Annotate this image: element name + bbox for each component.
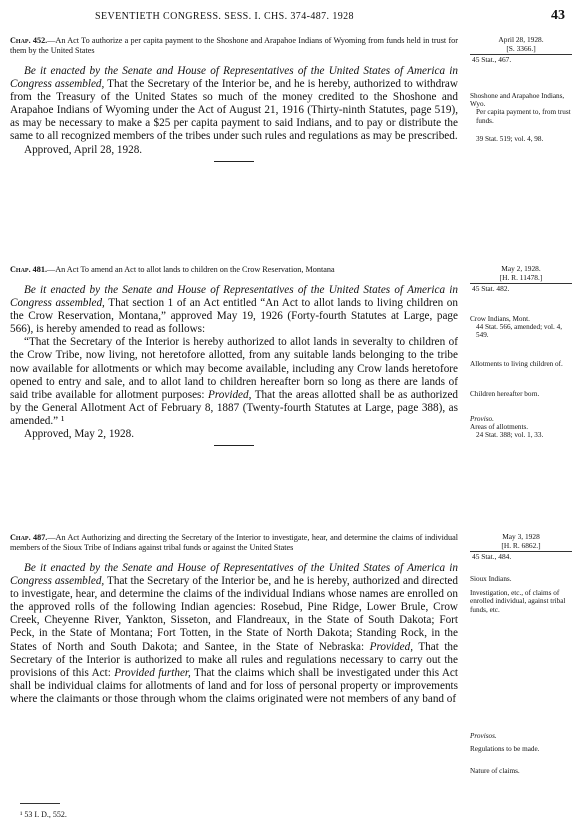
margin-note: Nature of claims. xyxy=(470,767,520,776)
margin-proviso xyxy=(470,732,572,740)
chapter-heading xyxy=(10,533,458,553)
running-header xyxy=(20,8,565,28)
enacting-paragraph xyxy=(10,284,458,336)
margin-note: Per capita payment to, from trust funds. xyxy=(476,108,571,125)
chapter-label: Chap. 487. xyxy=(10,533,48,542)
margin-note: Shoshone and Arapahoe Indians, Wyo. xyxy=(470,91,565,108)
header-title: SEVENTIETH CONGRESS. SESS. I. CHS. 374-487. 1928 xyxy=(95,11,354,22)
enacting-paragraph xyxy=(10,562,458,706)
margin-note: Regulations to be made. xyxy=(470,744,540,753)
body-text: That section 1 of an Act entitled “An Act to allot lands to living children on the Crow Reservation, Montana,” approved May 19, 1926 (Forty-fourth Statutes at Large, page 566), is hereby amended to read as follows: xyxy=(10,297,458,336)
chapter-heading xyxy=(10,265,458,275)
margin-notes-481 xyxy=(470,265,572,440)
enacting-clause: Be it enacted by the Senate and House of Representatives of the United States of America in Congress assembled, xyxy=(10,284,458,310)
chapter-481 xyxy=(10,265,458,446)
footnote-divider xyxy=(20,803,60,804)
margin-note: Investigation, etc., of claims of enrolled individual, against tribal funds, etc. xyxy=(470,589,566,614)
enacting-clause: Be it enacted by the Senate and House of Representatives of the United States of America in Congress assembled, xyxy=(10,65,458,91)
chapter-487 xyxy=(10,533,458,706)
page-number: 43 xyxy=(551,8,565,23)
chapter-title: —An Act To amend an Act to allot lands to children on the Crow Reservation, Montana xyxy=(47,265,335,274)
proviso-word-further: Provided further, xyxy=(114,666,191,679)
margin-statute: 45 Stat., 484. xyxy=(470,551,572,561)
body-text-final: That the claims which shall be investigated under this Act shall be individual claims for allotments of land and for loss of personal property or improvements where the claimants or those through whom the claims originated were not members of any band of xyxy=(10,666,458,705)
chapter-label: Chap. 452. xyxy=(10,36,48,45)
enacting-clause: Be it enacted by the Senate and House of Representatives of the United States of America in Congress assembled, xyxy=(10,562,458,588)
margin-bill: [S. 3366.] xyxy=(506,43,536,53)
margin-proviso xyxy=(470,415,572,423)
margin-bill: [H. R. 11478.] xyxy=(499,272,543,282)
proviso-word: Provided, xyxy=(369,640,413,653)
body-text: That the Secretary of the Interior be, and he is hereby, authorized and directed to investigate, hear, and determine the claims of the individual Indians whose names are enrolled on the approved rolls of the following Indian agencies: Rosebud, Pine Ridge, Lower Brule, Crow Creek, Cheyenne River, Yankton, Sisseton, and Flandreaux, in the State of South Dakota; Fort Peck, in the State of Montana; Fort Totten, in the State of North Dakota; Standing Rock, in the States of North and South Dakota; and Santee, in the State of Nebraska: xyxy=(10,575,458,653)
margin-proviso-text: Proviso. xyxy=(470,414,494,423)
approved-line: Approved, May 2, 1928. xyxy=(24,428,134,441)
margin-citation: 24 Stat. 388; vol. 1, 33. xyxy=(476,431,544,440)
margin-notes-452 xyxy=(470,36,572,144)
chapter-heading xyxy=(10,36,458,56)
margin-citation: 44 Stat. 566, amended; vol. 4, 549. xyxy=(476,323,563,340)
body-text-continued: That the Secretary of the Interior is authorized to make all rules and regulations necessary to carry out the provisions of this Act: xyxy=(10,640,458,679)
section-divider xyxy=(214,161,254,162)
footnote: ¹ 53 I. D., 552. xyxy=(20,810,67,819)
margin-note: Areas of allotments. xyxy=(470,423,529,432)
proviso-word: Provided, xyxy=(208,388,252,401)
body-text: That the Secretary of the Interior be, and he is hereby, authorized to withdraw from the Treasury of the United States so much of the money credited to the Shoshone and Arapahoe Indians of Wyoming under the Act of August 21, 1916 (Thirty-ninth Statutes, page 519), as may be necessary to make a $25 per capita payment to said Indians, and to pay or distribute the same to all recognized members of the tribes under such rules and regulations as may be prescribed. xyxy=(10,78,458,143)
chapter-title: —An Act Authorizing and directing the Secretary of the Interior to investigate, hear, and determine the claims of individual members of the Sioux Tribe of Indians against tribal funds or against the United States xyxy=(10,533,459,552)
margin-date: May 3, 1928 xyxy=(502,532,540,541)
quoted-amendment xyxy=(10,336,458,428)
chapter-title: —An Act To authorize a per capita payment to the Shoshone and Arapahoe Indians of Wyoming from funds held in trust for them by the United States xyxy=(10,36,458,55)
quote-text: “That the Secretary of the Interior is hereby authorized to allot lands in severalty to children of the Crow Tribe, now living, not heretofore allotted, from any suitable lands belonging to the tribe now available for allotments or which may become available, including any Crow lands heretofore opened to entry and sale, and to allot land to children hereafter born so long as there are lands of said tribe available for allotment purposes: xyxy=(10,336,458,401)
margin-notes-487 xyxy=(470,533,572,775)
margin-note: Children hereafter born. xyxy=(470,390,540,399)
margin-proviso-text: Provisos. xyxy=(470,732,497,741)
chapter-label: Chap. 481. xyxy=(10,265,47,274)
enacting-paragraph xyxy=(10,65,458,144)
margin-bill: [H. R. 6862.] xyxy=(501,540,541,550)
margin-note: Sioux Indians. xyxy=(470,574,512,583)
margin-citation: 39 Stat. 519; vol. 4, 98. xyxy=(476,135,544,144)
margin-note: Crow Indians, Mont. xyxy=(470,314,530,323)
quote-text-continued: That the areas allotted shall be as authorized by the General Allotment Act of February 8, 1887 (Twenty-fourth Statutes at Large, page 388), as amended.” ¹ xyxy=(10,388,459,427)
margin-date: May 2, 1928. xyxy=(501,264,541,273)
margin-date: April 28, 1928. xyxy=(498,35,544,44)
margin-note: Allotments to living children of. xyxy=(470,359,563,368)
margin-statute: 45 Stat., 467. xyxy=(470,54,572,64)
section-divider xyxy=(214,445,254,446)
chapter-452 xyxy=(10,36,458,162)
approved-line: Approved, April 28, 1928. xyxy=(24,143,143,156)
margin-statute: 45 Stat. 482. xyxy=(470,283,572,293)
